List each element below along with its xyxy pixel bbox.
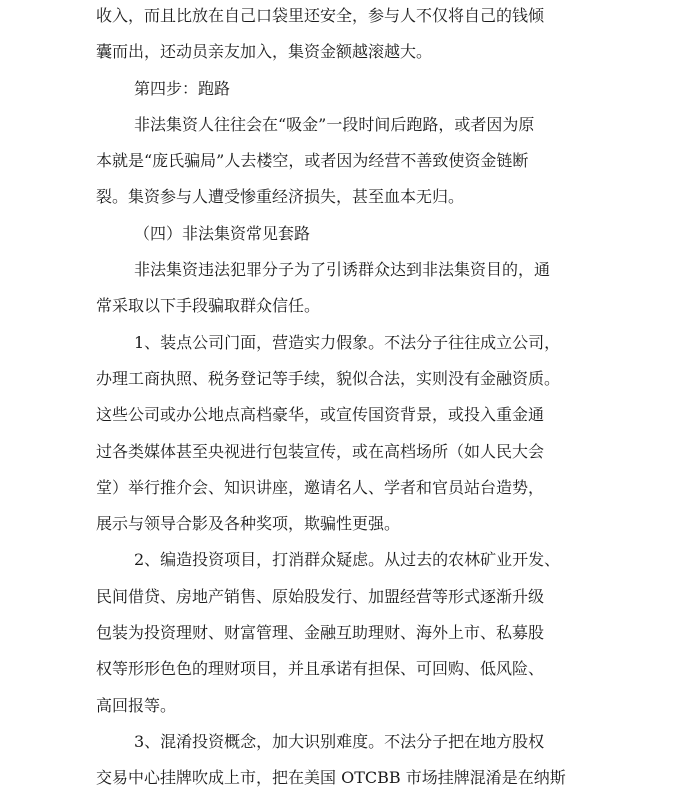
text-line-19: 权等形形色色的理财项目，并且承诺有担保、可回购、低风险、 — [96, 659, 545, 678]
text-line-5: 本就是“庞氏骗局”人去楼空，或者因为经营不善致使资金链断 — [96, 151, 529, 170]
text-line-8: 非法集资违法犯罪分子为了引诱群众达到非法集资目的，通 — [134, 260, 551, 279]
text-line-12: 这些公司或办公地点高档豪华，或宣传国资背景，或投入重金通 — [96, 405, 545, 424]
text-line-15: 展示与领导合影及各种奖项，欺骗性更强。 — [96, 514, 401, 533]
section-heading-4: （四）非法集资常见套路 — [134, 224, 311, 243]
text-line-9: 常采取以下手段骗取群众信任。 — [96, 296, 321, 315]
text-line-4: 非法集资人往往会在“吸金”一段时间后跑路，或者因为原 — [134, 115, 535, 134]
text-line-13: 过各类媒体甚至央视进行包装宣传，或在高档场所（如人民大会 — [96, 442, 545, 461]
section-heading-step4: 第四步：跑路 — [134, 79, 231, 98]
text-line-14: 堂）举行推介会、知识讲座，邀请名人、学者和官员站台造势， — [96, 478, 545, 497]
text-line-16: 2、编造投资项目，打消群众疑虑。从过去的农林矿业开发、 — [134, 550, 561, 569]
text-line-21: 3、混淆投资概念，加大识别难度。不法分子把在地方股权 — [134, 732, 545, 751]
text-line-10: 1、装点公司门面，营造实力假象。不法分子往往成立公司， — [134, 333, 561, 352]
text-line-18: 包装为投资理财、财富管理、金融互助理财、海外上市、私募股 — [96, 623, 545, 642]
text-line-11: 办理工商执照、税务登记等手续，貌似合法，实则没有金融资质。 — [96, 369, 561, 388]
text-line-22: 交易中心挂牌吹成上市，把在美国 OTCBB 市场挂牌混淆是在纳斯 — [96, 768, 566, 787]
text-line-6: 裂。集资参与人遭受惨重经济损失，甚至血本无归。 — [96, 187, 465, 206]
text-line-17: 民间借贷、房地产销售、原始股发行、加盟经营等形式逐渐升级 — [96, 587, 545, 606]
text-line-20: 高回报等。 — [96, 696, 177, 715]
text-line-1: 收入，而且比放在自己口袋里还安全，参与人不仅将自己的钱倾 — [96, 6, 545, 25]
text-line-2: 囊而出，还动员亲友加入，集资金额越滚越大。 — [96, 42, 433, 61]
